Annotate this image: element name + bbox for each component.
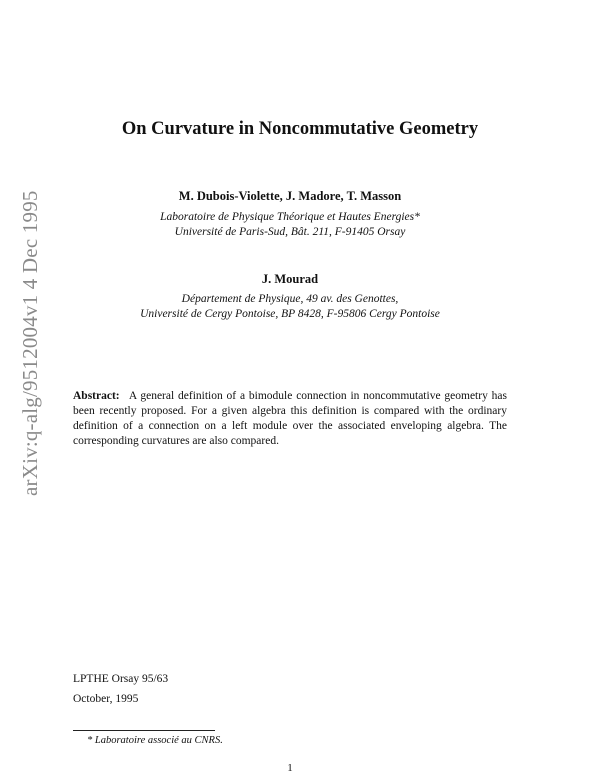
- affiliation-line: Département de Physique, 49 av. des Genottes,: [181, 293, 399, 305]
- authors-line: M. Dubois-Violette, J. Madore, T. Masson: [178, 189, 402, 203]
- abstract-label: Abstract:: [73, 390, 120, 402]
- footnote: * Laboratoire associé au CNRS.: [87, 735, 223, 746]
- paper-title: On Curvature in Noncommutative Geometry: [121, 119, 479, 139]
- abstract: [73, 389, 507, 449]
- paper-date: October, 1995: [73, 693, 139, 705]
- affiliation-line: Université de Cergy Pontoise, BP 8428, F-95806 Cergy Pontoise: [140, 308, 440, 320]
- affiliation-line: Université de Paris-Sud, Bât. 211, F-91405 Orsay: [174, 226, 406, 238]
- page-number: 1: [287, 762, 293, 774]
- arxiv-stamp: arXiv:q-alg/9512004v1 4 Dec 1995: [18, 190, 42, 496]
- author-name: J. Mourad: [261, 272, 319, 286]
- affiliation-line: Laboratoire de Physique Théorique et Hautes Energies*: [160, 211, 420, 223]
- report-number: LPTHE Orsay 95/63: [73, 673, 169, 685]
- footnote-rule: [73, 730, 215, 731]
- abstract-text: A general definition of a bimodule connection in noncommutative geometry has been recently proposed. For a given algebra this definition is compared with the ordinary definition of a connection on a left module over the associated enveloping algebra. The corresponding curvatures are also compared.: [73, 390, 507, 447]
